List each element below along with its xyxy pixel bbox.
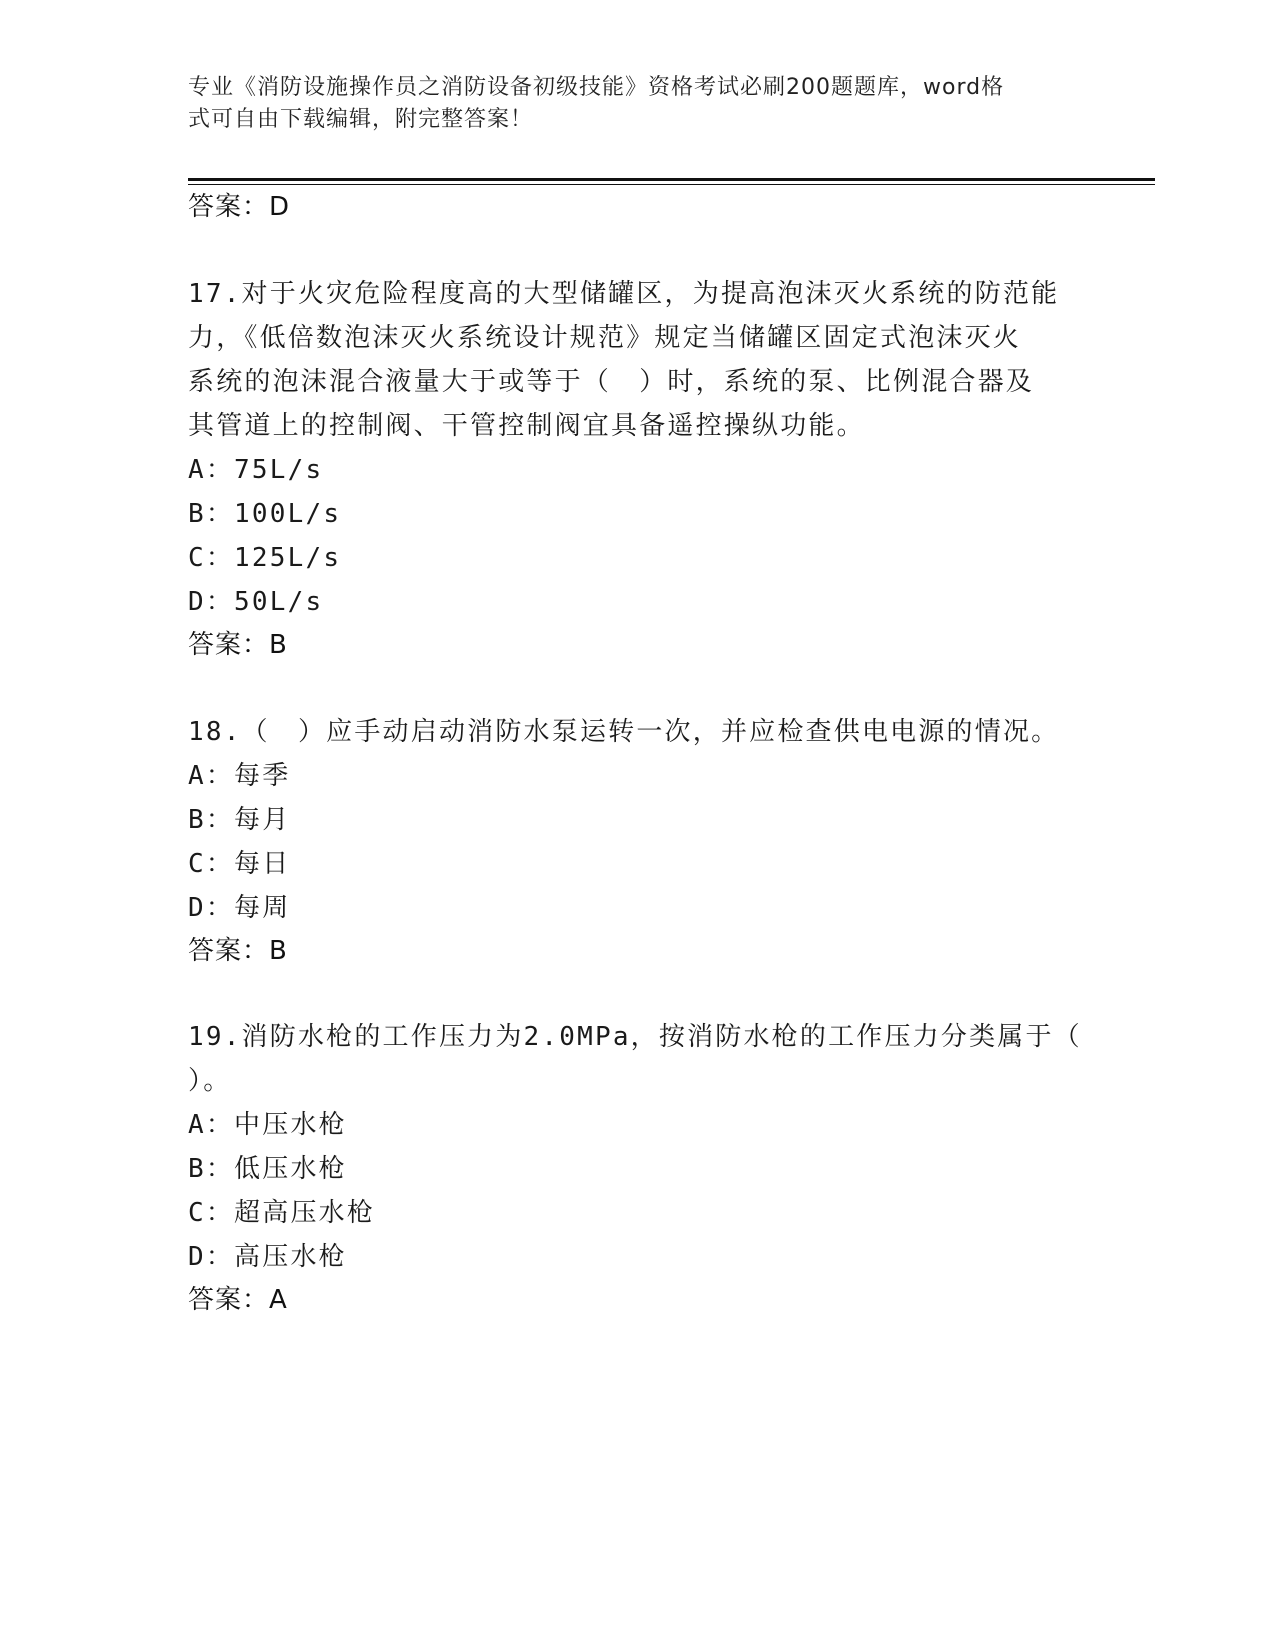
question-19-option-a: A：中压水枪	[188, 1110, 347, 1140]
header-line-1: 专业《消防设施操作员之消防设备初级技能》资格考试必刷200题题库，word格	[188, 75, 1005, 100]
document-header	[188, 72, 1078, 136]
previous-answer: 答案：D	[188, 192, 291, 222]
question-18-stem-line-1: 18.（ ）应手动启动消防水泵运转一次，并应检查供电电源的情况。	[188, 717, 1060, 747]
question-18-option-c: C：每日	[188, 849, 291, 879]
question-19-stem-line-2: ）。	[188, 1066, 232, 1096]
question-17-option-b: B：100L/s	[188, 499, 342, 529]
header-rule-thick	[188, 178, 1155, 181]
question-19-stem-line-1: 19.消防水枪的工作压力为2.0MPa，按消防水枪的工作压力分类属于（	[188, 1022, 1082, 1052]
question-19-answer: 答案：A	[188, 1285, 288, 1315]
question-17-stem-line-3: 系统的泡沫混合液量大于或等于（ ）时，系统的泵、比例混合器及	[188, 367, 1035, 397]
question-18-option-b: B：每月	[188, 805, 291, 835]
question-17-answer: 答案：B	[188, 630, 288, 660]
question-18-answer: 答案：B	[188, 936, 288, 966]
question-19-option-d: D：高压水枪	[188, 1242, 347, 1272]
question-17-option-c: C：125L/s	[188, 543, 342, 573]
question-17-option-a: A：75L/s	[188, 455, 324, 485]
header-line-2: 式可自由下载编辑，附完整答案！	[188, 107, 534, 132]
question-17-stem-line-2: 力，《低倍数泡沫灭火系统设计规范》规定当储罐区固定式泡沫灭火	[188, 323, 1022, 353]
question-18-option-a: A：每季	[188, 761, 291, 791]
question-17-stem-line-4: 其管道上的控制阀、干管控制阀宜具备遥控操纵功能。	[188, 411, 865, 441]
header-rule-thin	[188, 184, 1155, 185]
question-19-option-c: C：超高压水枪	[188, 1198, 376, 1228]
question-17-stem-line-1: 17.对于火灾危险程度高的大型储罐区，为提高泡沫灭火系统的防范能	[188, 279, 1060, 309]
question-17-option-d: D：50L/s	[188, 587, 324, 617]
question-19-option-b: B：低压水枪	[188, 1154, 347, 1184]
question-18-option-d: D：每周	[188, 893, 291, 923]
